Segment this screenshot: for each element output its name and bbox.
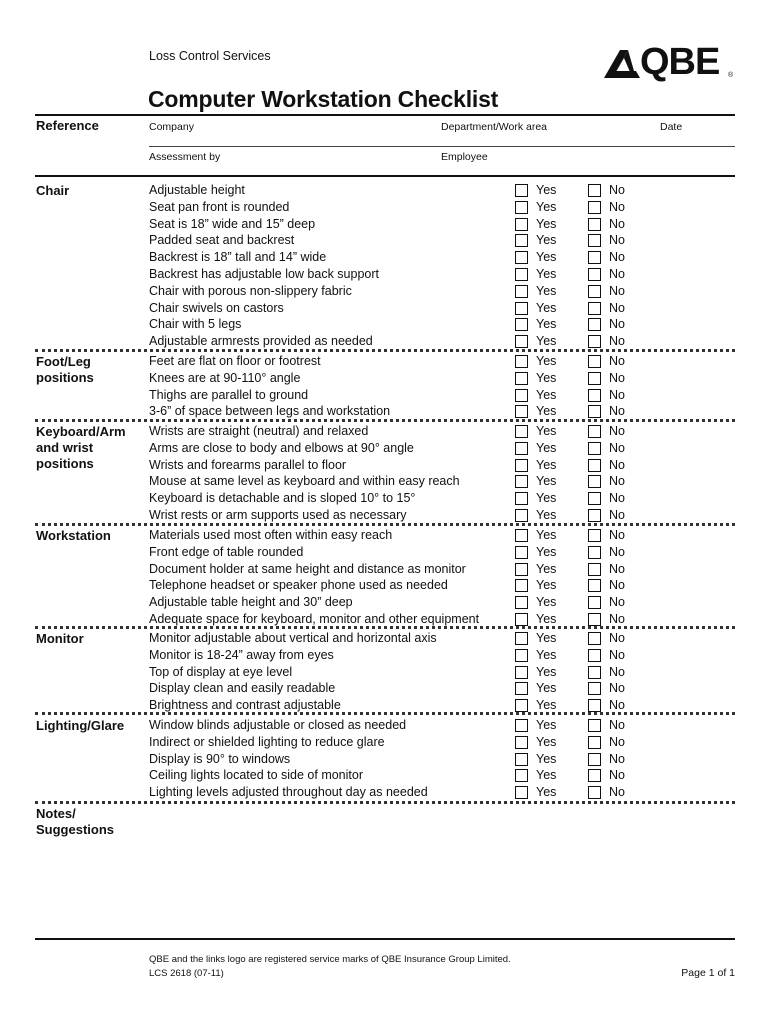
no-label: No <box>609 718 625 732</box>
reference-label: Reference <box>36 118 99 133</box>
yes-checkbox[interactable] <box>515 699 528 712</box>
no-label: No <box>609 267 625 281</box>
yes-label: Yes <box>536 183 557 197</box>
section-divider <box>35 523 735 526</box>
yes-label: Yes <box>536 718 557 732</box>
section-divider <box>35 801 735 804</box>
no-checkbox[interactable] <box>588 649 601 662</box>
checklist-item: Seat pan front is rounded <box>149 199 290 214</box>
checklist-item: Window blinds adjustable or closed as needed <box>149 718 407 732</box>
no-label: No <box>609 317 625 332</box>
yes-label: Yes <box>536 354 557 368</box>
yes-checkbox[interactable] <box>515 218 528 231</box>
yes-checkbox[interactable] <box>515 682 528 695</box>
no-label: No <box>609 199 625 214</box>
checklist-item: Wrists and forearms parallel to floor <box>149 457 347 472</box>
footer-rule <box>35 938 735 940</box>
yes-checkbox[interactable] <box>515 736 528 749</box>
no-label: No <box>609 612 625 626</box>
no-checkbox[interactable] <box>588 405 601 418</box>
assessment-by-field-label: Assessment by <box>149 151 221 163</box>
no-checkbox[interactable] <box>588 736 601 749</box>
notes-area[interactable] <box>149 806 735 936</box>
no-checkbox[interactable] <box>588 355 601 368</box>
reference-divider <box>149 146 735 147</box>
checklist-item: Thighs are parallel to ground <box>149 387 309 402</box>
no-label: No <box>609 250 625 265</box>
checklist-item: Arms are close to body and elbows at 90° angle <box>149 440 414 455</box>
checklist-item: Display is 90° to windows <box>149 751 291 766</box>
no-checkbox[interactable] <box>588 285 601 298</box>
yes-checkbox[interactable] <box>515 425 528 438</box>
no-checkbox[interactable] <box>588 442 601 455</box>
checklist-item: Mouse at same level as keyboard and within easy reach <box>149 474 460 489</box>
yes-label: Yes <box>536 698 557 713</box>
section-label-monitor: Monitor <box>36 631 84 646</box>
no-checkbox[interactable] <box>588 786 601 799</box>
no-checkbox[interactable] <box>588 682 601 695</box>
section-divider <box>35 712 735 715</box>
no-label: No <box>609 681 625 696</box>
department-name: Loss Control Services <box>149 49 271 63</box>
section-divider <box>35 626 735 629</box>
yes-label: Yes <box>536 647 557 662</box>
yes-checkbox[interactable] <box>515 389 528 402</box>
no-checkbox[interactable] <box>588 596 601 609</box>
checklist-item: Padded seat and backrest <box>149 233 295 248</box>
yes-label: Yes <box>536 681 557 696</box>
no-checkbox[interactable] <box>588 335 601 348</box>
yes-label: Yes <box>536 785 557 800</box>
checklist-item: Adjustable height <box>149 183 245 197</box>
yes-checkbox[interactable] <box>515 649 528 662</box>
no-label: No <box>609 561 625 576</box>
yes-label: Yes <box>536 528 557 542</box>
yes-checkbox[interactable] <box>515 666 528 679</box>
yes-checkbox[interactable] <box>515 563 528 576</box>
no-checkbox[interactable] <box>588 425 601 438</box>
section-label-keyboard-arm: Keyboard/Arm and wrist positions <box>36 424 126 471</box>
yes-label: Yes <box>536 283 557 298</box>
no-label: No <box>609 440 625 455</box>
checklist-item: Telephone headset or speaker phone used as needed <box>149 578 448 593</box>
no-label: No <box>609 404 625 419</box>
yes-label: Yes <box>536 334 557 349</box>
checklist-item: Chair swivels on castors <box>149 300 284 315</box>
registered-mark: ® <box>728 72 734 79</box>
section-divider <box>35 349 735 352</box>
yes-checkbox[interactable] <box>515 285 528 298</box>
yes-label: Yes <box>536 734 557 749</box>
checklist-item: Adequate space for keyboard, monitor and other equipment <box>149 612 480 626</box>
yes-label: Yes <box>536 664 557 679</box>
checklist-item: Feet are flat on floor or footrest <box>149 354 321 368</box>
yes-checkbox[interactable] <box>515 753 528 766</box>
department-area-field-label: Department/Work area <box>441 121 548 133</box>
qbe-logo <box>602 41 737 84</box>
yes-label: Yes <box>536 199 557 214</box>
checklist-item: Monitor adjustable about vertical and horizontal axis <box>149 631 437 645</box>
no-checkbox[interactable] <box>588 201 601 214</box>
notes-label: Notes/ Suggestions <box>36 806 115 837</box>
no-label: No <box>609 216 625 231</box>
checklist-item: 3-6” of space between legs and workstation <box>149 404 391 419</box>
yes-checkbox[interactable] <box>515 719 528 732</box>
no-label: No <box>609 233 625 248</box>
checklist-item: Keyboard is detachable and is sloped 10° to 15° <box>149 491 416 506</box>
no-label: No <box>609 370 625 385</box>
no-label: No <box>609 544 625 559</box>
yes-label: Yes <box>536 387 557 402</box>
yes-checkbox[interactable] <box>515 475 528 488</box>
checklist-item: Chair with porous non-slippery fabric <box>149 283 352 298</box>
no-checkbox[interactable] <box>588 632 601 645</box>
yes-checkbox[interactable] <box>515 769 528 782</box>
no-checkbox[interactable] <box>588 318 601 331</box>
section-label-chair: Chair <box>36 183 70 198</box>
no-label: No <box>609 424 625 438</box>
section-divider <box>35 419 735 422</box>
yes-checkbox[interactable] <box>515 405 528 418</box>
no-checkbox[interactable] <box>588 492 601 505</box>
yes-checkbox[interactable] <box>515 355 528 368</box>
no-label: No <box>609 647 625 662</box>
checklist-item: Indirect or shielded lighting to reduce glare <box>149 734 385 749</box>
yes-label: Yes <box>536 578 557 593</box>
checklist-item: Materials used most often within easy reach <box>149 528 393 542</box>
checklist-item: Chair with 5 legs <box>149 317 242 332</box>
section-label-foot-leg: Foot/Leg positions <box>36 354 94 385</box>
yes-label: Yes <box>536 457 557 472</box>
checklist-item: Front edge of table rounded <box>149 544 304 559</box>
yes-label: Yes <box>536 300 557 315</box>
checklist-item: Display clean and easily readable <box>149 681 336 696</box>
no-checkbox[interactable] <box>588 302 601 315</box>
yes-label: Yes <box>536 233 557 248</box>
yes-checkbox[interactable] <box>515 372 528 385</box>
no-checkbox[interactable] <box>588 372 601 385</box>
reference-bottom-rule <box>35 175 735 177</box>
no-checkbox[interactable] <box>588 769 601 782</box>
yes-label: Yes <box>536 544 557 559</box>
no-label: No <box>609 474 625 489</box>
logo-text: QBE <box>640 41 720 83</box>
checklist-item: Lighting levels adjusted throughout day as needed <box>149 785 428 800</box>
yes-checkbox[interactable] <box>515 632 528 645</box>
yes-label: Yes <box>536 612 557 626</box>
form-code: LCS 2618 (07-11) <box>149 968 224 979</box>
checklist-item: Brightness and contrast adjustable <box>149 698 341 713</box>
no-label: No <box>609 631 625 645</box>
title-rule <box>35 114 735 116</box>
no-label: No <box>609 183 625 197</box>
date-field-label: Date <box>660 121 683 133</box>
no-label: No <box>609 283 625 298</box>
no-label: No <box>609 528 625 542</box>
yes-label: Yes <box>536 370 557 385</box>
yes-checkbox[interactable] <box>515 234 528 247</box>
yes-checkbox[interactable] <box>515 318 528 331</box>
checklist-item: Monitor is 18-24” away from eyes <box>149 647 334 662</box>
employee-field-label: Employee <box>441 151 488 163</box>
no-checkbox[interactable] <box>588 546 601 559</box>
yes-label: Yes <box>536 267 557 281</box>
checklist-item: Top of display at eye level <box>149 664 293 679</box>
checklist-item: Seat is 18” wide and 15” deep <box>149 216 316 231</box>
no-checkbox[interactable] <box>588 613 601 626</box>
no-label: No <box>609 387 625 402</box>
yes-label: Yes <box>536 440 557 455</box>
yes-checkbox[interactable] <box>515 509 528 522</box>
no-label: No <box>609 768 625 783</box>
no-label: No <box>609 578 625 593</box>
yes-label: Yes <box>536 631 557 645</box>
checklist-item: Backrest has adjustable low back support <box>149 267 379 281</box>
yes-label: Yes <box>536 768 557 783</box>
no-label: No <box>609 491 625 506</box>
no-label: No <box>609 751 625 766</box>
no-checkbox[interactable] <box>588 563 601 576</box>
yes-label: Yes <box>536 508 557 522</box>
no-label: No <box>609 354 625 368</box>
yes-label: Yes <box>536 561 557 576</box>
no-label: No <box>609 785 625 800</box>
no-checkbox[interactable] <box>588 666 601 679</box>
no-label: No <box>609 698 625 713</box>
yes-label: Yes <box>536 216 557 231</box>
trademark-notice: QBE and the links logo are registered service marks of QBE Insurance Group Limited. <box>149 954 511 965</box>
yes-checkbox[interactable] <box>515 184 528 197</box>
checklist-item: Backrest is 18” tall and 14” wide <box>149 250 327 265</box>
no-checkbox[interactable] <box>588 389 601 402</box>
yes-checkbox[interactable] <box>515 201 528 214</box>
yes-checkbox[interactable] <box>515 251 528 264</box>
yes-label: Yes <box>536 317 557 332</box>
no-checkbox[interactable] <box>588 268 601 281</box>
no-label: No <box>609 457 625 472</box>
yes-checkbox[interactable] <box>515 786 528 799</box>
checklist-item: Knees are at 90-110° angle <box>149 370 301 385</box>
no-checkbox[interactable] <box>588 234 601 247</box>
yes-checkbox[interactable] <box>515 613 528 626</box>
yes-label: Yes <box>536 424 557 438</box>
yes-label: Yes <box>536 751 557 766</box>
section-label-lighting: Lighting/Glare <box>36 718 125 733</box>
yes-checkbox[interactable] <box>515 596 528 609</box>
yes-checkbox[interactable] <box>515 302 528 315</box>
checklist-item: Wrists are straight (neutral) and relaxed <box>149 424 369 438</box>
yes-checkbox[interactable] <box>515 442 528 455</box>
yes-checkbox[interactable] <box>515 335 528 348</box>
no-label: No <box>609 734 625 749</box>
no-label: No <box>609 664 625 679</box>
no-checkbox[interactable] <box>588 251 601 264</box>
no-label: No <box>609 334 625 349</box>
no-label: No <box>609 595 625 610</box>
no-checkbox[interactable] <box>588 475 601 488</box>
page-number: Page 1 of 1 <box>681 967 735 979</box>
yes-label: Yes <box>536 595 557 610</box>
yes-checkbox[interactable] <box>515 529 528 542</box>
section-label-workstation: Workstation <box>36 528 111 543</box>
no-checkbox[interactable] <box>588 699 601 712</box>
no-checkbox[interactable] <box>588 218 601 231</box>
no-label: No <box>609 508 625 522</box>
no-label: No <box>609 300 625 315</box>
checklist-item: Ceiling lights located to side of monitor <box>149 768 364 783</box>
yes-checkbox[interactable] <box>515 579 528 592</box>
yes-checkbox[interactable] <box>515 459 528 472</box>
yes-checkbox[interactable] <box>515 492 528 505</box>
page-title: Computer Workstation Checklist <box>148 86 499 112</box>
no-checkbox[interactable] <box>588 579 601 592</box>
yes-label: Yes <box>536 491 557 506</box>
checklist-item: Document holder at same height and distance as monitor <box>149 561 466 576</box>
yes-label: Yes <box>536 474 557 489</box>
no-checkbox[interactable] <box>588 753 601 766</box>
checklist-item: Adjustable table height and 30” deep <box>149 595 353 610</box>
checklist-item: Wrist rests or arm supports used as necessary <box>149 508 407 522</box>
no-checkbox[interactable] <box>588 509 601 522</box>
yes-checkbox[interactable] <box>515 546 528 559</box>
yes-label: Yes <box>536 250 557 265</box>
no-checkbox[interactable] <box>588 184 601 197</box>
yes-label: Yes <box>536 404 557 419</box>
company-field-label: Company <box>149 121 194 133</box>
no-checkbox[interactable] <box>588 529 601 542</box>
checklist-item: Adjustable armrests provided as needed <box>149 334 373 349</box>
yes-checkbox[interactable] <box>515 268 528 281</box>
no-checkbox[interactable] <box>588 719 601 732</box>
no-checkbox[interactable] <box>588 459 601 472</box>
